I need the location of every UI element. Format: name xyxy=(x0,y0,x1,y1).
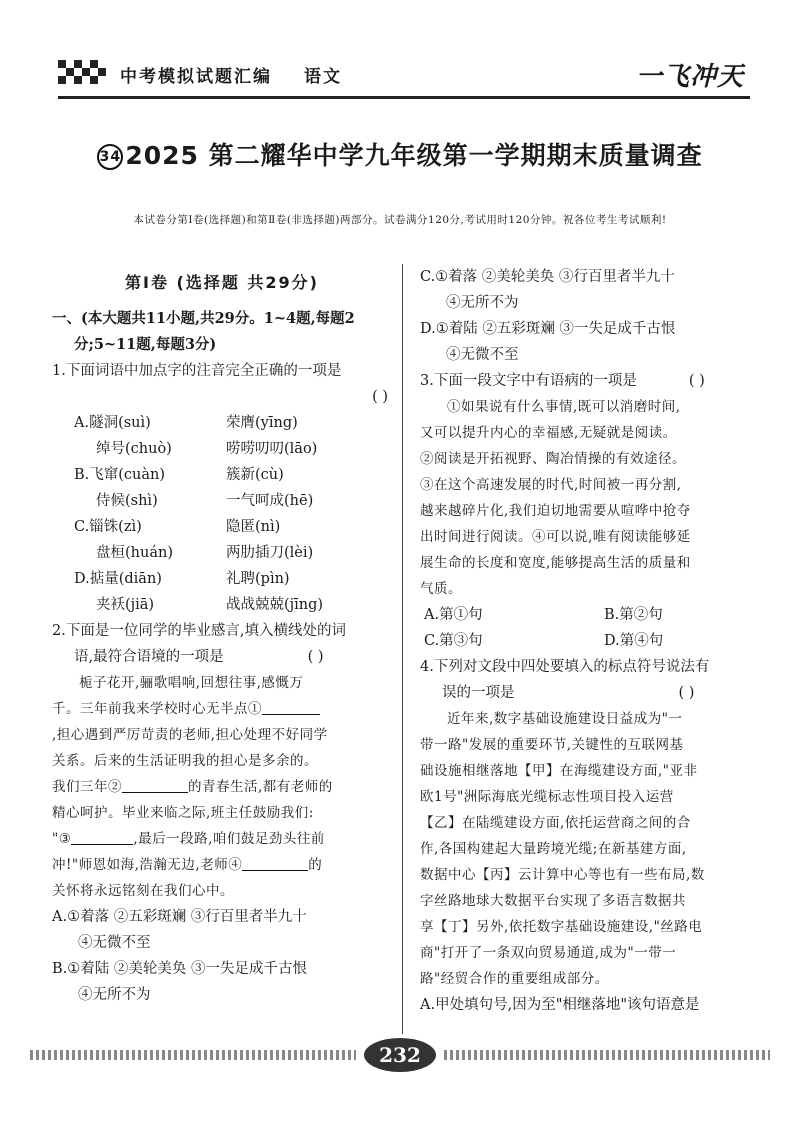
option-d-word: 战战兢兢(jīng) xyxy=(226,597,324,613)
option-a-word: 绰号(chuò) xyxy=(96,441,172,457)
passage-line: ①如果说有什么事情,既可以消磨时间, xyxy=(447,399,681,415)
right-column xyxy=(420,264,760,1018)
option-d[interactable]: D.掂量(diān) xyxy=(74,571,162,587)
option-a[interactable]: A.隧洞(suì) xyxy=(74,415,151,431)
option-d[interactable]: D.第④句 xyxy=(604,633,664,649)
left-column xyxy=(52,264,392,1008)
column-divider xyxy=(402,264,403,1034)
passage-line: 数据中心【丙】云计算中心等也有一些布局,数 xyxy=(420,867,705,883)
option-c-word: 隐匿(nì) xyxy=(226,519,281,535)
passage-line: 作,各国构建起大量跨境光缆;在新基建方面, xyxy=(420,841,687,857)
passage-line: 气质。 xyxy=(420,581,462,597)
blank-4[interactable] xyxy=(242,855,308,871)
option-a-cont: ④无微不至 xyxy=(78,935,151,951)
header-rule xyxy=(58,96,750,99)
passage-line: 冲!"师恩如海,浩瀚无边,老师④ 的 xyxy=(52,857,323,873)
option-a-word: 唠唠叨叨(lāo) xyxy=(226,441,318,457)
passage-line: 【乙】在陆缆建设方面,依托运营商之间的合 xyxy=(420,815,691,831)
section-heading: 第Ⅰ卷 (选择题 共29分) xyxy=(125,273,319,292)
passage-line: 出时间进行阅读。④可以说,唯有阅读能够延 xyxy=(420,529,691,545)
passage-line: 础设施相继落地【甲】在海缆建设方面,"亚非 xyxy=(420,763,698,779)
subject-label: 语文 xyxy=(304,67,342,87)
blank-3[interactable] xyxy=(71,829,133,845)
option-b[interactable]: B.第②句 xyxy=(604,607,663,623)
question-1-stem: 1.下面词语中加点字的注音完全正确的一项是 xyxy=(52,363,342,379)
option-c[interactable]: C.锱铢(zì) xyxy=(74,519,142,535)
page-footer xyxy=(0,1036,800,1076)
footer-band-left xyxy=(30,1050,356,1060)
option-b[interactable]: B.①着陆 ②美轮美奂 ③一失足成千古恨 xyxy=(52,961,307,977)
option-a[interactable]: A.①着落 ②五彩斑斓 ③行百里者半九十 xyxy=(52,909,307,925)
passage-line: 千。三年前我来学校时心无半点① xyxy=(52,696,392,722)
part-heading: 一、(本大题共11小题,共29分。1~4题,每题2 xyxy=(52,310,355,327)
paper-title-text: 2025 第二耀华中学九年级第一学期期末质量调查 xyxy=(125,141,703,170)
passage-line: 精心呵护。毕业来临之际,班主任鼓励我们: xyxy=(52,805,314,821)
blank-2[interactable] xyxy=(122,777,188,793)
blank-1[interactable] xyxy=(262,699,320,715)
passage-line: ③在这个高速发展的时代,时间被一再分割, xyxy=(420,477,682,493)
question-2-stem: 2.下面是一位同学的毕业感言,填入横线处的词 xyxy=(52,623,346,639)
passage-line: 我们三年② 的青春生活,都有老师的 xyxy=(52,779,333,795)
passage-line: 展生命的长度和宽度,能够提高生活的质量和 xyxy=(420,555,691,571)
passage-line: 带一路"发展的重要环节,关键性的互联网基 xyxy=(420,737,684,753)
option-a-word: 荣膺(yīng) xyxy=(226,415,298,431)
question-4-stem: 4.下列对文段中四处要填入的标点符号说法有 xyxy=(420,659,710,675)
part-heading-cont: 分;5~11题,每题3分) xyxy=(74,336,217,353)
answer-paren: ( ) xyxy=(372,389,388,405)
passage-line: ,担心遇到严厉苛责的老师,担心处理不好同学 xyxy=(52,727,328,743)
option-c[interactable]: C.第③句 xyxy=(424,633,483,649)
option-b-word: 一气呵成(hē) xyxy=(226,493,314,509)
option-b-word: 侍候(shì) xyxy=(96,493,158,509)
passage-line: 欧1号"洲际海底光缆标志性项目投入运营 xyxy=(420,789,674,805)
series-title: 中考模拟试题汇编 xyxy=(120,67,272,87)
footer-band-right xyxy=(444,1050,770,1060)
question-1-options xyxy=(52,410,392,618)
question-3-stem: 3.下面一段文字中有语病的一项是 ( ) xyxy=(420,373,705,389)
passage-line: 栀子花开,骊歌唱响,回想往事,感慨万 xyxy=(79,675,304,691)
passage-line: 路"经贸合作的重要组成部分。 xyxy=(420,971,609,987)
question-3-options xyxy=(420,602,760,654)
option-a[interactable]: A.甲处填句号,因为至"相继落地"该句语意是 xyxy=(420,997,700,1013)
option-b-word: 簇新(cù) xyxy=(226,467,284,483)
paper-title xyxy=(0,136,800,172)
paper-number: 34 xyxy=(97,144,123,170)
option-b[interactable]: B.飞窜(cuàn) xyxy=(74,467,166,483)
option-c-word: 盘桓(huán) xyxy=(96,545,173,561)
passage-line: 越来越碎片化,我们迫切地需要从喧哗中抢夺 xyxy=(420,503,691,519)
option-d[interactable]: D.①着陆 ②五彩斑斓 ③一失足成千古恨 xyxy=(420,321,676,337)
passage-line: 关怀将永远铭刻在我们心中。 xyxy=(52,883,234,899)
question-2-stem-cont: 语,最符合语境的一项是 ( ) xyxy=(74,649,324,665)
page-number: 232 xyxy=(364,1038,436,1072)
option-d-word: 夹袄(jiā) xyxy=(96,597,155,613)
option-d-cont: ④无微不至 xyxy=(446,347,519,363)
option-d-word: 礼聘(pìn) xyxy=(226,571,290,587)
brand-logo: 一飞冲天 xyxy=(635,62,744,92)
checker-decoration xyxy=(58,60,110,86)
option-c-cont: ④无所不为 xyxy=(446,295,519,311)
option-a[interactable]: A.第①句 xyxy=(424,607,483,623)
option-b-cont: ④无所不为 xyxy=(78,987,151,1003)
question-4-stem-cont: 误的一项是 ( ) xyxy=(442,685,695,701)
passage-line: 享【丁】另外,依托数字基础设施建设,"丝路电 xyxy=(420,919,703,935)
passage-line: 又可以提升内心的幸福感,无疑就是阅读。 xyxy=(420,425,677,441)
option-c-word: 两肋插刀(lèi) xyxy=(226,545,314,561)
passage-line: 近年来,数字基础设施建设日益成为"一 xyxy=(447,711,683,727)
exam-instructions: 本试卷分第Ⅰ卷(选择题)和第Ⅱ卷(非选择题)两部分。试卷满分120分,考试用时120分钟。祝各位考生考试顺利! xyxy=(133,214,667,226)
passage-line: 字丝路地球大数据平台实现了多语言数据共 xyxy=(420,893,686,909)
passage-line: ②阅读是开拓视野、陶冶情操的有效途径。 xyxy=(420,451,686,467)
page-header xyxy=(58,54,758,98)
passage-line: "③ ,最后一段路,咱们鼓足劲头往前 xyxy=(52,831,325,847)
passage-line: 商"打开了一条双向贸易通道,成为"一带一 xyxy=(420,945,677,961)
passage-line: 关系。后来的生活证明我的担心是多余的。 xyxy=(52,753,318,769)
option-c[interactable]: C.①着落 ②美轮美奂 ③行百里者半九十 xyxy=(420,269,675,285)
